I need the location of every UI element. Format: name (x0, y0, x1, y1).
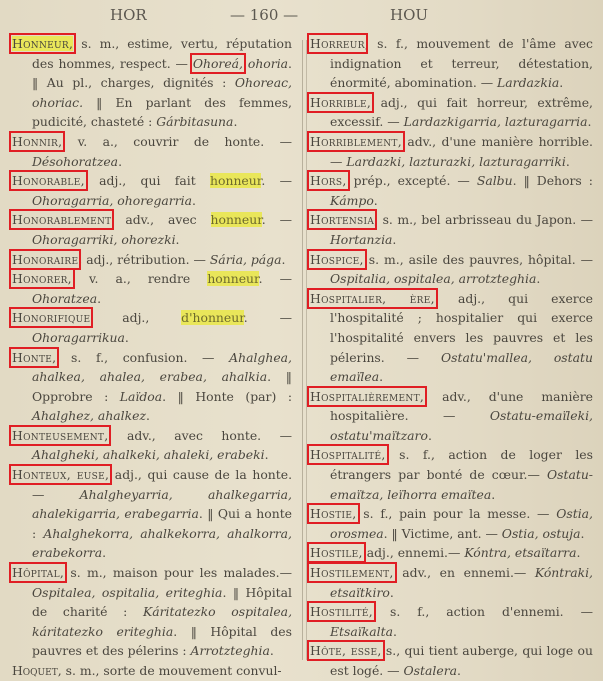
basque-translation: Ostatu'mallea, ostatu emaïlea (330, 349, 593, 385)
definition-text: . ‖ Opprobre : (32, 369, 293, 404)
dictionary-entry (310, 289, 593, 387)
dictionary-entry (12, 348, 292, 426)
dictionary-entry (310, 171, 593, 210)
headword: Honorablement (12, 212, 112, 228)
definition-text: . (191, 192, 196, 208)
dictionary-entry (12, 563, 292, 661)
basque-translation: Ahalghez, ahalkez (32, 408, 147, 424)
basque-translation: Lardazki, lazturazki, lazturagarriki (346, 153, 566, 169)
basque-translation: Ostalera (403, 663, 458, 678)
definition-text: . ‖ Qui a honte : (32, 506, 293, 541)
definition-text: . — (243, 310, 292, 326)
headword: Hôte, esse, (310, 643, 382, 659)
headword: Hostile, (310, 545, 363, 561)
definition-text: s. m., sorte de mouvement convul- (61, 663, 282, 678)
definition-text: adv., d'une manière horrible. — (330, 133, 593, 169)
definition-text: adj., qui exerce l'hospitalité ; hospitalier qui exerce l'hospitalité envers les pauvres et les pélerins. — (330, 290, 594, 365)
dictionary-entry (12, 171, 292, 210)
definition-text: . (565, 153, 570, 169)
dictionary-entry (12, 308, 292, 347)
definition-text: s., qui tient auberge, qui loge ou est logé. — (330, 643, 593, 678)
basque-translation: Lardazkigarria, lazturagarria (403, 114, 588, 130)
basque-translation: Lardazkia (497, 75, 560, 91)
definition-text: s. f., action d'ennemi. — (372, 604, 593, 620)
running-head-left: HOR (110, 6, 147, 24)
definition-text: . (233, 114, 238, 130)
definition-text: . — (261, 212, 292, 228)
dictionary-entry (12, 250, 292, 270)
definition-text: s. f., confusion. — (56, 349, 230, 365)
headword: Hostilité, (310, 604, 373, 620)
definition-text: . (97, 290, 102, 306)
definition-text: . (392, 231, 397, 247)
headword: Honteusement, (12, 427, 109, 443)
basque-translation: Hortanzia (330, 231, 393, 247)
dictionary-entry (310, 132, 593, 171)
definition-text: s. f., pain pour la messe. — (356, 506, 557, 522)
headword: Hors, (310, 173, 347, 189)
definition-text: . (379, 369, 384, 385)
definition-text: adj., (90, 310, 182, 326)
headword: Hospitalité, (310, 447, 386, 463)
definition-text: . (118, 153, 123, 169)
dictionary-entry (12, 661, 292, 681)
definition-text: . (559, 75, 564, 91)
headword: Honneur, (12, 36, 74, 51)
headword: Hospitalier, ère, (310, 290, 435, 306)
dictionary-entry (310, 563, 593, 602)
definition-text: adj., qui cause de la honte. — (32, 467, 293, 502)
highlighted-term: d'honneur (181, 310, 244, 326)
basque-translation: Kóntra, etsaïtarra (464, 545, 577, 561)
headword: Honoraire (12, 251, 79, 267)
definition-text: s. m., asile des pauvres, hôpital. — (363, 251, 593, 267)
definition-text: s. f., action de loger les étrangers par bonté de cœur.— (330, 447, 593, 483)
definition-text: . (392, 623, 397, 639)
definition-text: v. a., rendre (71, 271, 208, 287)
definition-text: . (457, 663, 461, 678)
definition-text: . (491, 486, 496, 502)
basque-translation: Ohoragarrikua (32, 329, 125, 345)
right-column (310, 34, 593, 681)
definition-text: . (576, 545, 581, 561)
column-divider (302, 40, 307, 660)
basque-translation: Ohoragarria, ohoregarria (32, 192, 192, 208)
basque-translation: Ahalgheyarria, ahalkegarria, ahalekigarria, erabegarria (32, 486, 292, 522)
headword: Horreur (310, 36, 365, 51)
basque-translation: Salbu (476, 173, 513, 189)
definition-text: adv., en ennemi.— (393, 565, 535, 581)
basque-translation: Gárbitasuna (156, 114, 234, 130)
definition-text: adv., avec (111, 212, 211, 228)
basque-translation: Laïdoa (119, 388, 163, 404)
basque-translation: ohoria (243, 55, 289, 71)
basque-translation: Ostatu-emaïtza, leïhorra emaïtea (330, 467, 593, 502)
headword: Honorifique (12, 310, 91, 326)
basque-translation: Ospitalia, ospitalea, arrotzteghia (330, 271, 537, 287)
definition-text: . (587, 114, 592, 130)
left-column (12, 34, 292, 681)
headword: Horriblement, (310, 133, 402, 149)
definition-text: . (389, 584, 394, 600)
basque-translation: Ostia, orosmea (330, 506, 593, 541)
headword: Hospitalièrement, (310, 388, 425, 404)
definition-text: . ‖ Dehors : (512, 173, 593, 189)
definition-text: adj., ennemi.— (362, 545, 465, 561)
dictionary-entry (310, 602, 593, 641)
highlighted-term: honneur (207, 271, 259, 287)
dictionary-entry (310, 93, 593, 132)
dictionary-entry (12, 426, 292, 465)
headword: Honteux, euse, (12, 467, 110, 483)
page-header (0, 4, 603, 28)
definition-text: , adj., rétribution. — (78, 251, 210, 267)
basque-translation: Káritatezko ospitalea, káritatezko eriteghia (32, 604, 293, 639)
dictionary-entry (310, 641, 593, 680)
dictionary-entry (310, 387, 593, 446)
basque-translation: Désohoratzea (32, 153, 119, 169)
dictionary-entry (310, 34, 593, 93)
headword: Hortensia (310, 212, 375, 228)
headword: Honorable, (12, 173, 85, 189)
definition-text: adj., qui fait horreur, extrême, excessif. — (330, 94, 593, 130)
headword: Honnir, (12, 133, 63, 149)
basque-translation: Ahalghea, ahalkea, ahalea, erabea, ahalkia (32, 349, 292, 385)
basque-translation: Ahalgheki, ahalkeki, ahaleki, erabeki (32, 447, 265, 463)
dictionary-entry (12, 210, 292, 249)
basque-translation: Kámpo (330, 192, 374, 208)
headword: Honte, (12, 349, 57, 365)
headword: Hoquet, (12, 663, 62, 678)
definition-text: prép., excepté. — (346, 173, 477, 189)
definition-text: adv., avec honte. — (108, 427, 292, 443)
definition-text: s. m., maison pour les malades.— (64, 565, 292, 581)
definition-text: , s. f., mouvement de l'âme avec indignation et terreur, détestation, énormité, abomination. — (330, 36, 593, 91)
definition-text: . (264, 447, 269, 463)
definition-text: . ‖ Au pl., charges, dignités : (32, 55, 292, 91)
basque-translation: Kóntraki, etsaïtkiro (330, 565, 593, 600)
definition-text: . (124, 329, 129, 345)
dictionary-entry (310, 543, 593, 563)
definition-text: . — (261, 173, 292, 189)
dictionary-entry (310, 210, 593, 249)
definition-text: . (536, 271, 541, 287)
basque-translation: Etsaïkalta (330, 623, 393, 639)
dictionary-entry (12, 34, 292, 132)
basque-translation: Sária, pága (209, 251, 282, 267)
basque-translation: Ohoragarriki, ohorezki (32, 231, 176, 247)
dictionary-entry (310, 250, 593, 289)
running-head-right: HOU (390, 6, 429, 24)
definition-text: . (146, 408, 150, 424)
definition-text: . (102, 545, 107, 561)
basque-translation: Ostatu-emaïleki, ostatu'maïtzaro (330, 408, 593, 443)
definition-text: ‖ En parlant des femmes, pudicité, chasteté : (32, 94, 292, 130)
dictionary-entry (12, 132, 292, 171)
headword: Honorer, (12, 271, 72, 287)
definition-text: s. m., estime, vertu, réputation des hommes, respect. — (32, 36, 292, 71)
dictionary-entry (12, 269, 292, 308)
dictionary-entry (310, 504, 593, 543)
dictionary-entry (310, 445, 593, 504)
definition-text: . (580, 525, 585, 541)
page-number: — 160 — (230, 6, 299, 24)
definition-text: . ‖ Honte (par) : (162, 388, 292, 404)
headword: Hostie, (310, 506, 357, 522)
headword: Hôpital, (12, 565, 65, 581)
definition-text: . ‖ Hôpital des pauvres et des pélerins : (32, 623, 292, 659)
definition-text: . (175, 231, 180, 247)
highlighted-term: honneur (210, 173, 262, 189)
basque-translation: Arrotzteghia (190, 643, 270, 659)
definition-text: . (373, 192, 378, 208)
definition-text: . ‖ Victime, ant. — (383, 525, 502, 541)
basque-translation: Ospitalea, ospitalia, eriteghia (32, 584, 223, 600)
dictionary-entry (12, 465, 292, 563)
definition-text: . — (258, 271, 292, 287)
definition-text: adj., qui fait (84, 173, 211, 189)
definition-text: . ‖ Hôpital de charité : (32, 584, 292, 620)
definition-text: . (281, 251, 286, 267)
basque-translation: Ohoreac, ohoriac. (32, 75, 292, 110)
headword: Hospice, (310, 251, 364, 267)
definition-text: v. a., couvrir de honte. — (62, 133, 292, 149)
definition-text: , s. m., bel arbrisseau du Japon. — (374, 212, 593, 228)
highlighted-term: honneur (210, 212, 262, 228)
definition-text: . (269, 643, 274, 659)
definition-text: . (427, 427, 432, 443)
basque-translation: Ohoratzea (32, 290, 98, 306)
basque-translation: Ostia, ostuja (501, 525, 581, 541)
basque-translation: Ahalghekorra, ahalkekorra, ahalkorra, erabekorra (32, 525, 292, 561)
headword: Hostilement, (310, 565, 394, 581)
headword: Horrible, (310, 94, 372, 110)
definition-text: adv., d'une manière hospitalière. — (330, 388, 593, 424)
basque-translation: Ohoreá, (192, 55, 243, 71)
